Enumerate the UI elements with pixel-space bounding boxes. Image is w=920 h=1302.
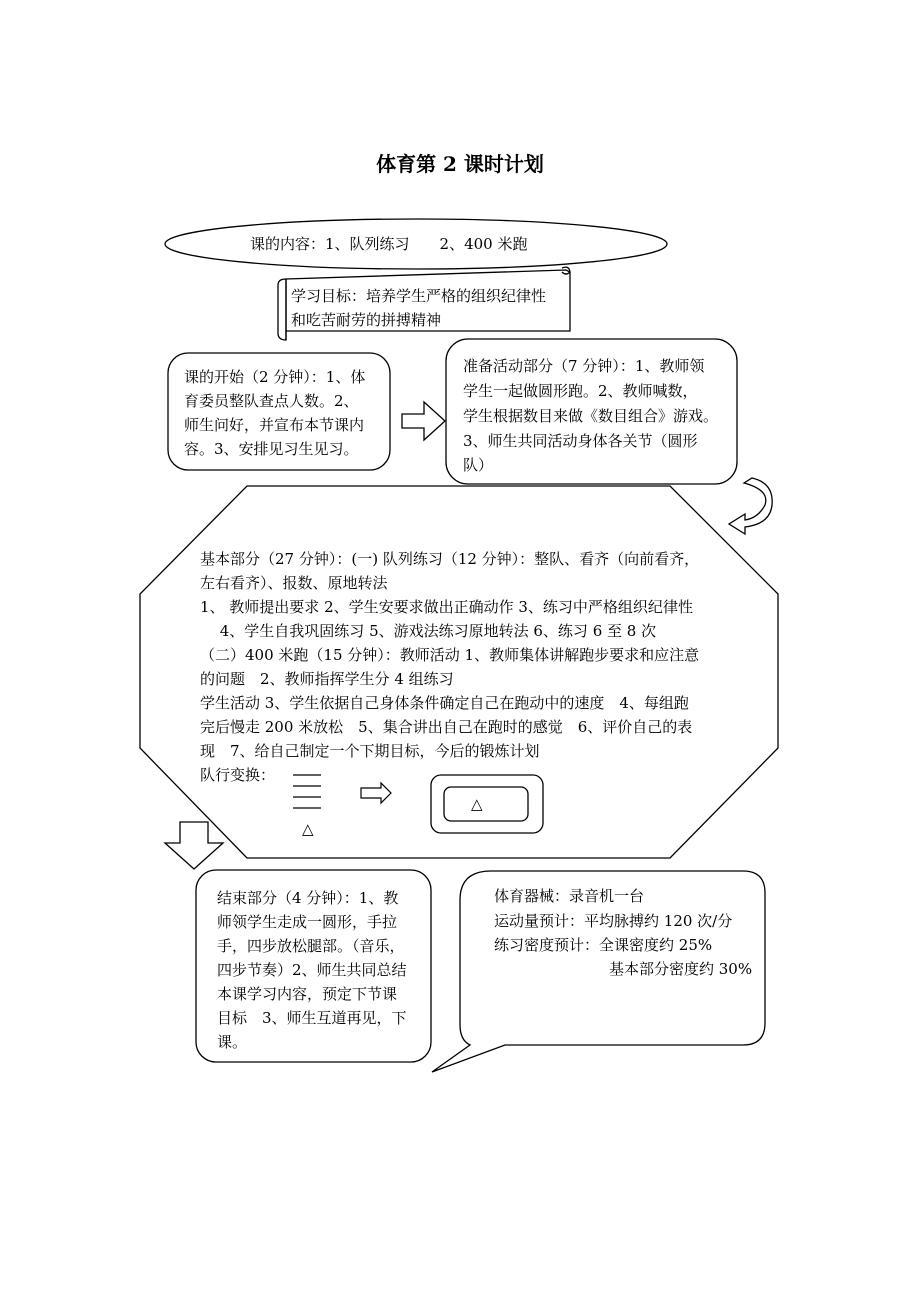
start-line-4: 容。3、安排见习生见习。 bbox=[184, 440, 359, 458]
equip-line-4: 基本部分密度约 30% bbox=[609, 960, 753, 978]
basic-line-4: 4、学生自我巩固练习 5、游戏法练习原地转法 6、练习 6 至 8 次 bbox=[200, 622, 657, 640]
triangle-icon-inner: △ bbox=[471, 795, 483, 813]
content-text: 课的内容：1、队列练习 2、400 米跑 bbox=[250, 235, 528, 253]
equip-line-3: 练习密度预计：全课密度约 25% bbox=[494, 936, 713, 954]
prep-line-4: 3、师生共同活动身体各关节（圆形 bbox=[463, 432, 698, 450]
down-arrow-shape bbox=[165, 822, 223, 869]
start-line-1: 课的开始（2 分钟）：1、体 bbox=[184, 368, 366, 386]
end-line-3: 手，四步放松腿部。（音乐， bbox=[217, 937, 405, 955]
end-line-1: 结束部分（4 分钟）：1、教 bbox=[217, 889, 399, 907]
end-line-6: 目标 3、师生互道再见，下 bbox=[217, 1009, 407, 1027]
basic-line-8: 完后慢走 200 米放松 5、集合讲出自己在跑时的感觉 6、评价自己的表 bbox=[200, 718, 693, 736]
equip-line-1: 体育器械：录音机一台 bbox=[494, 887, 645, 905]
curved-arrow-shape bbox=[729, 478, 772, 534]
page-title: 体育第 2 课时计划 bbox=[376, 152, 544, 176]
end-line-4: 四步节奏）2、师生共同总结 bbox=[217, 961, 407, 979]
formation-inner-rect bbox=[444, 787, 528, 821]
formation-outer-rect bbox=[431, 775, 543, 833]
basic-line-2: 左右看齐）、报数、原地转法 bbox=[200, 574, 388, 592]
prep-line-5: 队） bbox=[463, 456, 494, 474]
prep-line-1: 准备活动部分（7 分钟）：1、教师领 bbox=[463, 357, 705, 375]
end-line-7: 课。 bbox=[217, 1033, 248, 1051]
basic-line-9: 现 7、给自己制定一个下期目标，今后的锻炼计划 bbox=[200, 742, 540, 760]
prep-line-3: 学生根据数目来做《数目组合》游戏。 bbox=[463, 407, 719, 425]
end-line-5: 本课学习内容，预定下节课 bbox=[217, 985, 398, 1003]
goal-line-2: 和吃苦耐劳的拼搏精神 bbox=[291, 311, 442, 329]
triangle-icon: △ bbox=[302, 820, 314, 838]
basic-line-5: （二）400 米跑（15 分钟）：教师活动 1、教师集体讲解跑步要求和应注意 bbox=[200, 646, 700, 664]
formation-arrow-shape bbox=[361, 783, 391, 803]
basic-line-1: 基本部分（27 分钟）：(一) 队列练习（12 分钟）：整队、看齐（向前看齐， bbox=[200, 550, 700, 568]
start-line-2: 育委员整队查点人数。2、 bbox=[184, 392, 359, 410]
right-arrow-shape bbox=[402, 402, 445, 440]
start-line-3: 师生问好，并宣布本节课内 bbox=[184, 416, 365, 434]
equip-line-2: 运动量预计：平均脉搏约 120 次/分 bbox=[494, 912, 733, 930]
formation-lines bbox=[293, 775, 321, 808]
end-line-2: 师领学生走成一圆形，手拉 bbox=[217, 913, 398, 931]
basic-line-7: 学生活动 3、学生依据自己身体条件确定自己在跑动中的速度 4、每组跑 bbox=[200, 694, 689, 712]
formation-label: 队行变换： bbox=[200, 766, 276, 784]
basic-line-6: 的问题 2、教师指挥学生分 4 组练习 bbox=[200, 670, 454, 688]
basic-line-3: 1、 教师提出要求 2、学生安要求做出正确动作 3、练习中严格组织纪律性 bbox=[200, 598, 693, 616]
prep-line-2: 学生一起做圆形跑。2、教师喊数， bbox=[463, 382, 698, 400]
goal-line-1: 学习目标：培养学生严格的组织纪律性 bbox=[291, 287, 547, 305]
